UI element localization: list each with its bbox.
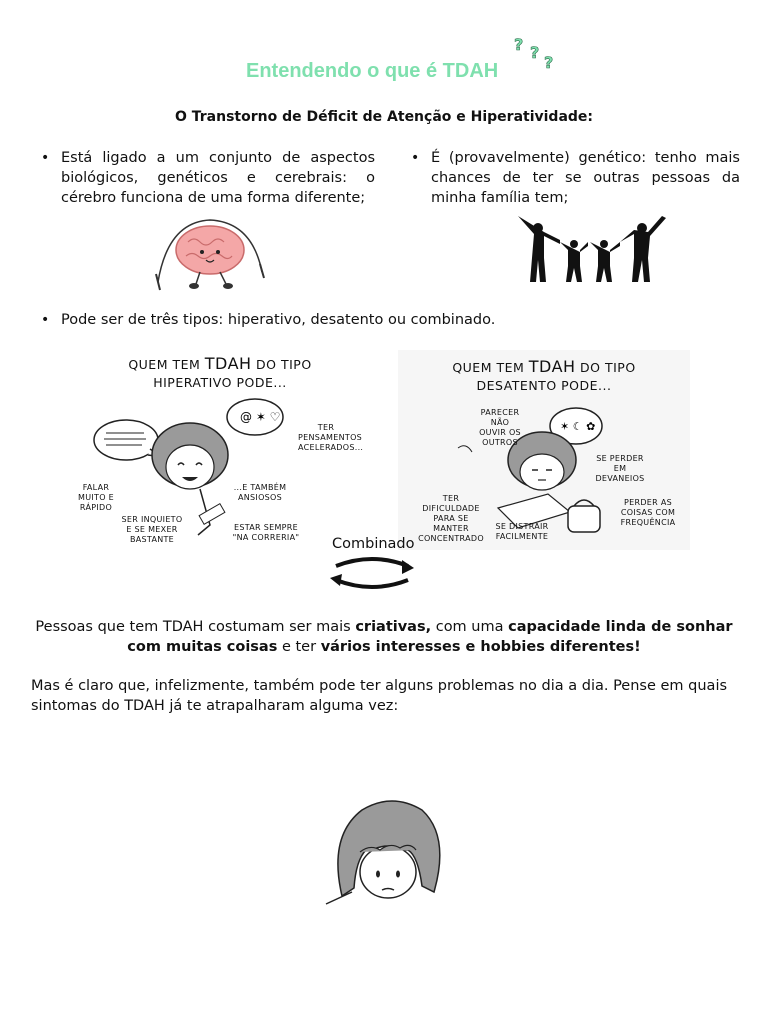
bullet-genetic: • É (provavelmente) genético: tenho mais chances de ter se outras pessoas da minha família tem; (431, 148, 740, 208)
hiperativo-girl-drawing (70, 385, 370, 555)
note-inquieto: SER INQUIETO E SE MEXER BASTANTE (121, 515, 183, 544)
page-title: Entendendo o que é TDAH (246, 60, 499, 82)
paragraph-positives: Pessoas que tem TDAH costumam ser mais criativas, com uma capacidade linda de sonhar com muitas coisas e ter vários interesses e hobbies diferentes! (35, 619, 733, 655)
note-parecer: PARECER NÃO OUVIR OS OUTROS (479, 408, 521, 447)
hiperativo-heading: QUEM TEM TDAH DO TIPO HIPERATIVO PODE... (128, 354, 312, 390)
note-pensamentos: TER PENSAMENTOS ACELERADOS... (298, 423, 364, 452)
svg-text:?: ? (514, 35, 524, 54)
note-dificuldade: TER DIFICULDADE PARA SE MANTER CONCENTRADO (418, 494, 484, 543)
note-distrair: SE DISTRAIR FACILMENTE (495, 522, 549, 541)
bullet-types: • Pode ser de três tipos: hiperativo, desatento ou combinado. (61, 310, 661, 330)
desatento-heading: QUEM TEM TDAH DO TIPO DESATENTO PODE... (452, 357, 636, 393)
note-devaneios: SE PERDER EM DEVANEIOS (595, 454, 645, 483)
paragraph-problems: Mas é claro que, infelizmente, também pode ter alguns problemas no dia a dia. Pense em quais sintomas do TDAH já te atrapalharam alguma vez: (31, 678, 728, 714)
note-perder: PERDER AS COISAS COM FREQUÊNCIA (620, 498, 676, 527)
combinado-label: Combinado (332, 536, 415, 552)
illustration-hiperativo (70, 345, 370, 555)
brain-icon (148, 212, 273, 292)
note-ansioso: ...E TAMBÉM ANSIOSOS (233, 483, 287, 502)
section-subtitle: O Transtorno de Déficit de Atenção e Hiperatividade: (174, 109, 594, 125)
svg-text:?: ? (544, 53, 554, 72)
svg-text:?: ? (530, 43, 540, 62)
bullet-biological: • Está ligado a um conjunto de aspectos biológicos, genéticos e cerebrais: o cérebro funciona de uma forma diferente; (61, 148, 375, 208)
svg-text:✶ ☾ ✿: ✶ ☾ ✿ (560, 420, 596, 433)
note-falar: FALAR MUITO E RÁPIDO (78, 483, 114, 512)
family-silhouette-icon (516, 214, 668, 284)
note-correria: ESTAR SEMPRE "NA CORRERIA" (232, 523, 300, 542)
svg-text:@ ✶ ♡: @ ✶ ♡ (240, 410, 281, 424)
illustration-desatento (398, 350, 690, 550)
curved-arrows-icon (322, 556, 422, 590)
girl-drawing-icon (322, 796, 452, 911)
question-marks-icon (512, 34, 562, 74)
